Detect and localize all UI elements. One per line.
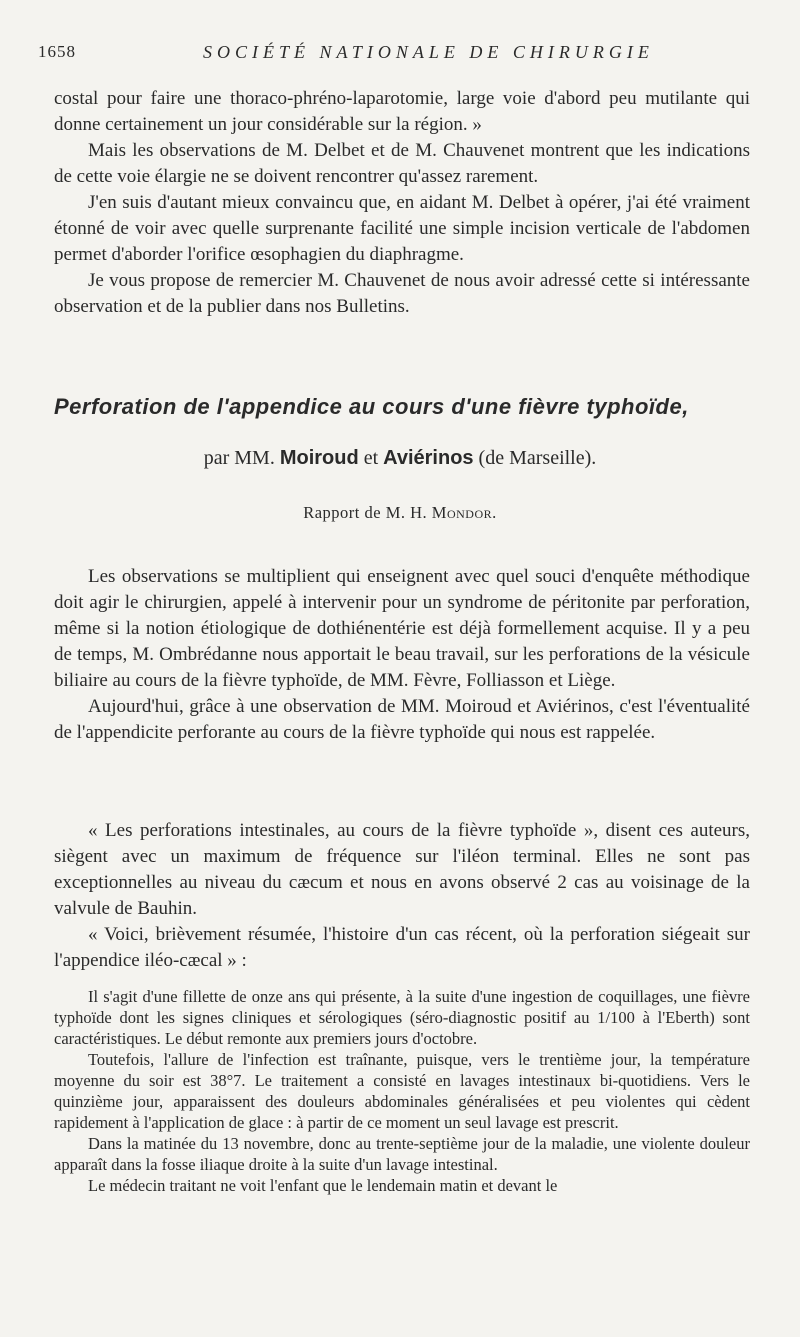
intro-paragraph: costal pour faire une thoraco-phréno-laparotomie, large voie d'abord peu mutilante qui donne certainement un jour considérable sur la région. » xyxy=(54,88,750,135)
report-prefix: Rapport de M. H. xyxy=(303,503,428,522)
quote-paragraph: « Les perforations intestinales, au cours de la fièvre typhoïde », disent ces auteurs, siègent avec un maximum de fréquence sur l'iléon terminal. Elles ne sont pas exceptionnelles au niveau du cæcum et nous en avons observé 2 cas au voisinage de la valvule de Bauhin. xyxy=(54,820,750,919)
article-authors xyxy=(0,447,800,470)
case-paragraph: Le médecin traitant ne voit l'enfant que le lendemain matin et devant le xyxy=(88,1176,558,1195)
case-section xyxy=(54,986,750,1196)
report-author: Mondor. xyxy=(431,503,497,522)
intro-paragraph: Je vous propose de remercier M. Chauvenet de nous avoir adressé cette si intéressante observation et de la publier dans nos Bulletins. xyxy=(54,270,750,317)
page-number: 1658 xyxy=(38,42,76,61)
body-section xyxy=(54,564,750,746)
case-paragraph: Toutefois, l'allure de l'infection est traînante, puisque, vers le trentième jour, la température moyenne du soir est 38°7. Le traitement a consisté en lavages intestinaux bi-quotidiens. Vers le quinzième jour, apparaissent des douleurs abdominales généralisées et peu violentes qui cèdent rapidement à l'application de glace : à partir de ce moment un seul lavage est prescrit. xyxy=(54,1050,750,1132)
author-name: Aviérinos xyxy=(383,447,474,469)
authors-conjunction: et xyxy=(363,447,379,469)
intro-paragraph: Mais les observations de M. Delbet et de M. Chauvenet montrent que les indications de cette voie élargie ne se doivent rencontrer qu'assez rarement. xyxy=(54,140,750,187)
intro-paragraph: J'en suis d'autant mieux convaincu que, en aidant M. Delbet à opérer, j'ai été vraiment étonné de voir avec quelle surprenante facilité une simple incision verticale de l'abdomen permet d'aborder l'orifice œsophagien du diaphragme. xyxy=(54,192,750,265)
case-paragraph: Dans la matinée du 13 novembre, donc au trente-septième jour de la maladie, une violente douleur apparaît dans la fosse iliaque droite à la suite d'un lavage intestinal. xyxy=(54,1134,750,1174)
case-paragraph: Il s'agit d'une fillette de onze ans qui présente, à la suite d'une ingestion de coquillages, une fièvre typhoïde dont les signes cliniques et sérologiques (séro-diagnostic positif au 1/100 à l'Eberth) sont caractéristiques. Le début remonte aux premiers jours d'octobre. xyxy=(54,987,750,1048)
page-header xyxy=(38,42,760,66)
authors-prefix: par MM. xyxy=(203,447,275,469)
author-name: Moiroud xyxy=(279,447,359,469)
quote-section xyxy=(54,818,750,974)
quote-paragraph: « Voici, brièvement résumée, l'histoire d'un cas récent, où la perforation siégeait sur l'appendice iléo-cæcal » : xyxy=(54,924,750,971)
body-paragraph: Aujourd'hui, grâce à une observation de MM. Moiroud et Aviérinos, c'est l'éventualité de l'appendicite perforante au cours de la fièvre typhoïde qui nous est rappelée. xyxy=(54,696,750,743)
report-line xyxy=(0,503,800,523)
body-paragraph: Les observations se multiplient qui enseignent avec quel souci d'enquête méthodique doit agir le chirurgien, appelé à intervenir pour un syndrome de péritonite par perforation, même si la notion étiologique de dothiénentérie est déjà formellement acquise. Il y a peu de temps, M. Ombrédanne nous apportait le beau travail, sur les perforations de la vésicule biliaire au cours de la fièvre typhoïde, de MM. Fèvre, Folliasson et Liège. xyxy=(54,566,750,691)
authors-location: (de Marseille). xyxy=(478,447,597,469)
running-head: SOCIÉTÉ NATIONALE DE CHIRURGIE xyxy=(203,42,654,62)
article-title: Perforation de l'appendice au cours d'une fièvre typhoïde, xyxy=(54,394,689,419)
intro-section xyxy=(54,86,750,320)
